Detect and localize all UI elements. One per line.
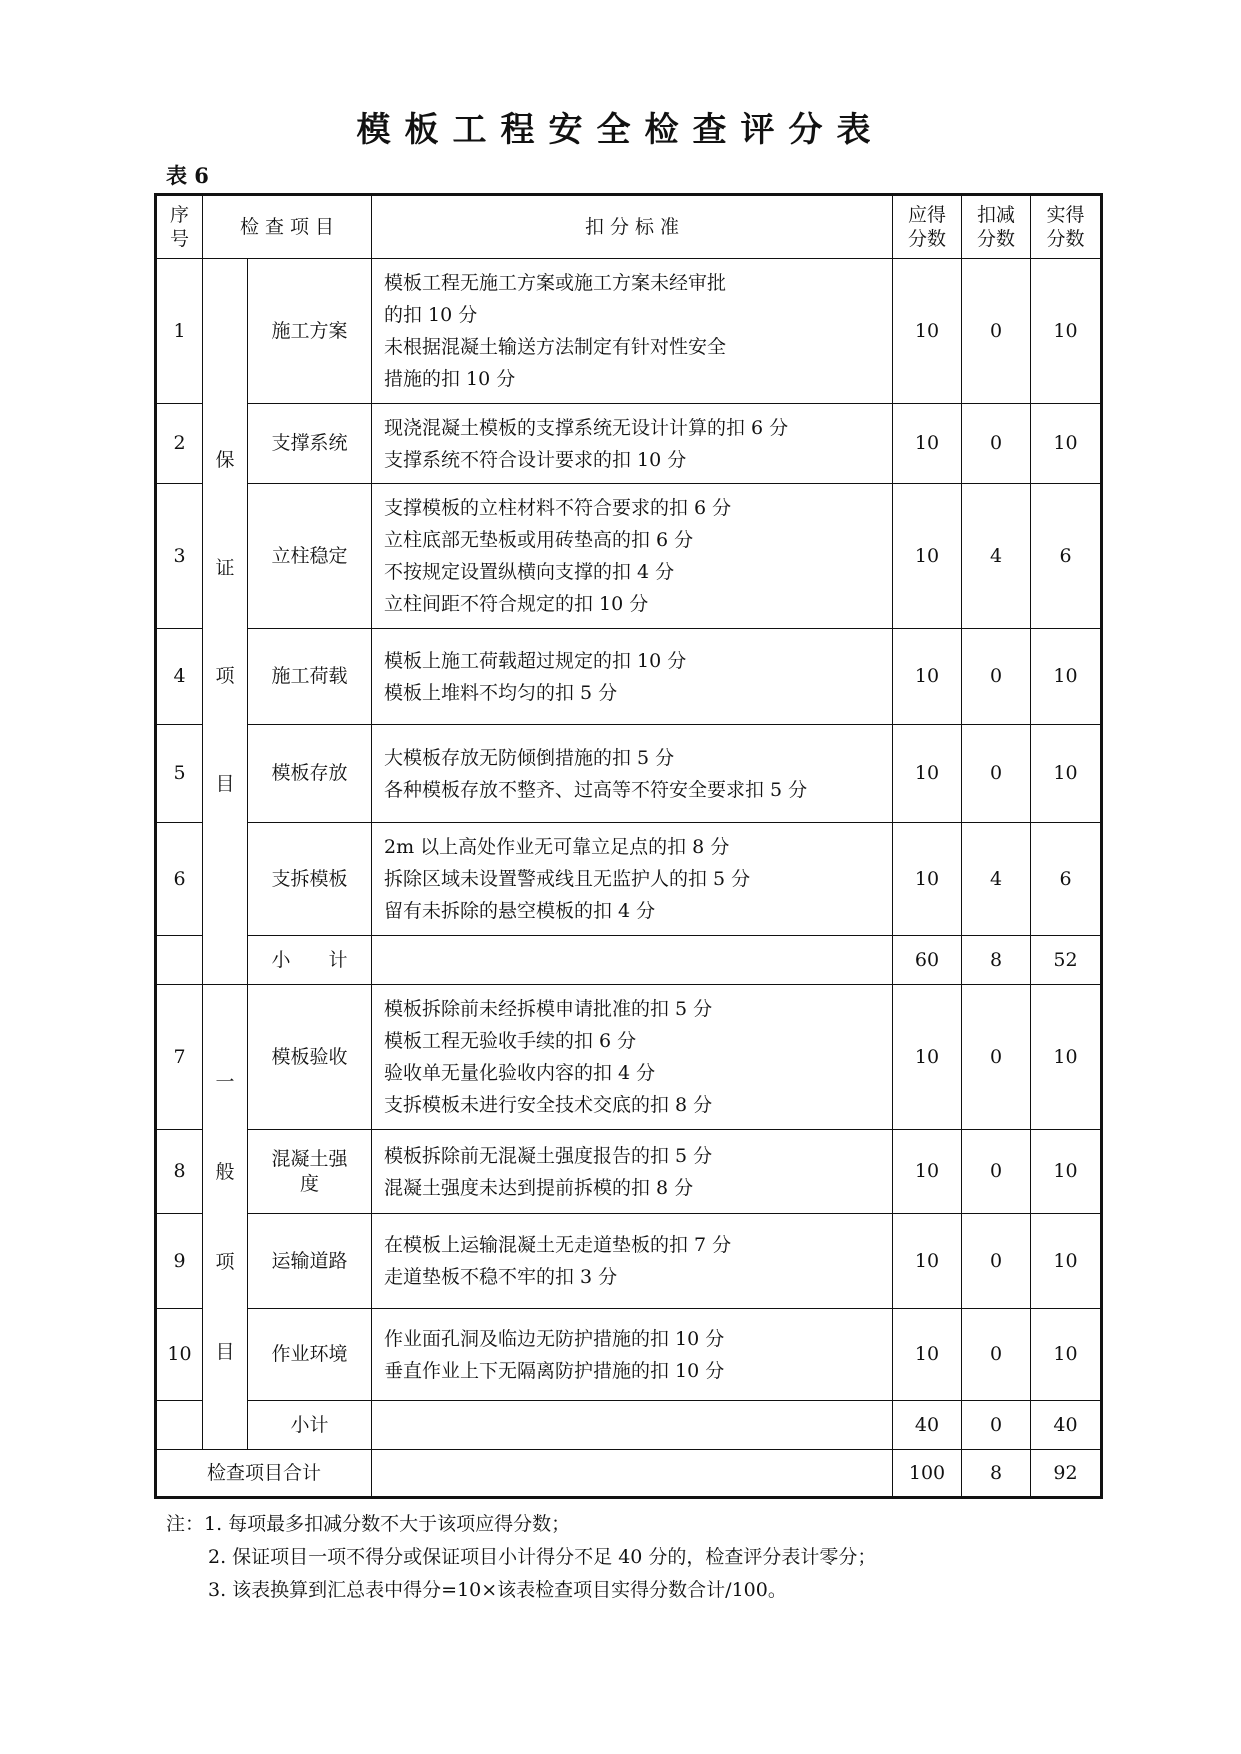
row-criteria: 模板工程无施工方案或施工方案未经审批 的扣 10 分 未根据混凝土输送方法制定有针对性安全 措施的扣 10 分 [372, 259, 893, 404]
row-due: 10 [893, 823, 962, 936]
row-criteria: 支撑模板的立柱材料不符合要求的扣 6 分 立柱底部无垫板或用砖垫高的扣 6 分 不按规定设置纵横向支撑的扣 4 分 立柱间距不符合规定的扣 10 分 [372, 484, 893, 629]
total-row [156, 1450, 1102, 1498]
header-item: 检 查 项 目 [203, 195, 372, 259]
header-deduct: 扣减分数 [962, 195, 1031, 259]
row-due: 10 [893, 1130, 962, 1214]
subtotal-deduct: 0 [962, 1401, 1031, 1450]
row-deduct: 0 [962, 259, 1031, 404]
table-row [156, 823, 1102, 936]
row-actual: 10 [1031, 259, 1102, 404]
total-label: 检查项目合计 [156, 1450, 372, 1498]
row-seq: 6 [156, 823, 203, 936]
page-title: 模板工程安全检查评分表 [356, 110, 885, 150]
row-seq: 10 [156, 1309, 203, 1401]
subtotal-deduct: 8 [962, 936, 1031, 985]
header-actual: 实得分数 [1031, 195, 1102, 259]
subtotal-due: 60 [893, 936, 962, 985]
row-seq: 4 [156, 629, 203, 725]
row-deduct: 0 [962, 725, 1031, 823]
row-deduct: 4 [962, 484, 1031, 629]
row-item: 模板存放 [248, 725, 372, 823]
row-seq: 7 [156, 985, 203, 1130]
row-actual: 10 [1031, 1130, 1102, 1214]
row-item: 运输道路 [248, 1214, 372, 1309]
row-seq: 3 [156, 484, 203, 629]
row-criteria: 模板拆除前未经拆模申请批准的扣 5 分 模板工程无验收手续的扣 6 分 验收单无量化验收内容的扣 4 分 支拆模板未进行安全技术交底的扣 8 分 [372, 985, 893, 1130]
row-due: 10 [893, 629, 962, 725]
header-criteria: 扣 分 标 准 [372, 195, 893, 259]
row-seq: 8 [156, 1130, 203, 1214]
row-seq: 1 [156, 259, 203, 404]
row-criteria: 现浇混凝土模板的支撑系统无设计计算的扣 6 分 支撑系统不符合设计要求的扣 10 分 [372, 404, 893, 484]
row-criteria: 大模板存放无防倾倒措施的扣 5 分 各种模板存放不整齐、过高等不符安全要求扣 5 分 [372, 725, 893, 823]
row-due: 10 [893, 985, 962, 1130]
row-criteria: 模板拆除前无混凝土强度报告的扣 5 分 混凝土强度未达到提前拆模的扣 8 分 [372, 1130, 893, 1214]
row-due: 10 [893, 484, 962, 629]
row-due: 10 [893, 725, 962, 823]
row-actual: 10 [1031, 985, 1102, 1130]
row-actual: 10 [1031, 725, 1102, 823]
total-deduct: 8 [962, 1450, 1031, 1498]
notes [166, 1508, 876, 1607]
row-criteria [372, 936, 893, 985]
subtotal-row [156, 1401, 1102, 1450]
subtotal-actual: 40 [1031, 1401, 1102, 1450]
row-deduct: 0 [962, 1309, 1031, 1401]
row-item: 施工方案 [248, 259, 372, 404]
subtotal-row [156, 936, 1102, 985]
row-item: 立柱稳定 [248, 484, 372, 629]
row-deduct: 0 [962, 629, 1031, 725]
header-seq: 序号 [156, 195, 203, 259]
category-guarantee: 保证项目 [203, 259, 248, 985]
row-due: 10 [893, 404, 962, 484]
subtotal-actual: 52 [1031, 936, 1102, 985]
row-seq: 5 [156, 725, 203, 823]
row-actual: 10 [1031, 1214, 1102, 1309]
header-due: 应得分数 [893, 195, 962, 259]
note-item: 2. 保证项目一项不得分或保证项目小计得分不足 40 分的，检查评分表计零分； [208, 1546, 877, 1568]
table-row [156, 1309, 1102, 1401]
row-item: 支撑系统 [248, 404, 372, 484]
row-item: 支拆模板 [248, 823, 372, 936]
row-deduct: 0 [962, 985, 1031, 1130]
row-criteria: 2m 以上高处作业无可靠立足点的扣 8 分 拆除区域未设置警戒线且无监护人的扣 5 分 留有未拆除的悬空模板的扣 4 分 [372, 823, 893, 936]
row-actual: 10 [1031, 1309, 1102, 1401]
row-item: 施工荷载 [248, 629, 372, 725]
subtotal-due: 40 [893, 1401, 962, 1450]
row-actual: 10 [1031, 404, 1102, 484]
score-table [154, 193, 1103, 1499]
note-item: 3. 该表换算到汇总表中得分=10×该表检查项目实得分数合计/100。 [208, 1579, 787, 1601]
row-seq [156, 1401, 203, 1450]
row-seq [156, 936, 203, 985]
row-item: 模板验收 [248, 985, 372, 1130]
row-criteria: 在模板上运输混凝土无走道垫板的扣 7 分 走道垫板不稳不牢的扣 3 分 [372, 1214, 893, 1309]
row-deduct: 0 [962, 1214, 1031, 1309]
row-actual: 6 [1031, 484, 1102, 629]
total-actual: 92 [1031, 1450, 1102, 1498]
row-deduct: 0 [962, 404, 1031, 484]
table-row [156, 484, 1102, 629]
header-row [156, 195, 1102, 259]
note-item: 注：1. 每项最多扣减分数不大于该项应得分数； [166, 1513, 571, 1535]
total-due: 100 [893, 1450, 962, 1498]
table-row [156, 259, 1102, 404]
subtotal-label: 小 计 [248, 936, 372, 985]
row-seq: 9 [156, 1214, 203, 1309]
row-due: 10 [893, 1214, 962, 1309]
row-due: 10 [893, 259, 962, 404]
row-criteria: 作业面孔洞及临边无防护措施的扣 10 分 垂直作业上下无隔离防护措施的扣 10 分 [372, 1309, 893, 1401]
table-row [156, 725, 1102, 823]
row-actual: 6 [1031, 823, 1102, 936]
row-criteria [372, 1401, 893, 1450]
table-row [156, 1130, 1102, 1214]
row-seq: 2 [156, 404, 203, 484]
row-deduct: 4 [962, 823, 1031, 936]
subtotal-label: 小计 [248, 1401, 372, 1450]
table-row [156, 404, 1102, 484]
row-actual: 10 [1031, 629, 1102, 725]
table-number: 表 6 [166, 163, 209, 188]
table-row [156, 629, 1102, 725]
row-item: 作业环境 [248, 1309, 372, 1401]
row-criteria: 模板上施工荷载超过规定的扣 10 分 模板上堆料不均匀的扣 5 分 [372, 629, 893, 725]
row-due: 10 [893, 1309, 962, 1401]
row-item: 混凝土强度 [248, 1130, 372, 1214]
row-criteria [372, 1450, 893, 1498]
row-deduct: 0 [962, 1130, 1031, 1214]
table-row [156, 985, 1102, 1130]
category-general: 一般项目 [203, 985, 248, 1450]
table-row [156, 1214, 1102, 1309]
